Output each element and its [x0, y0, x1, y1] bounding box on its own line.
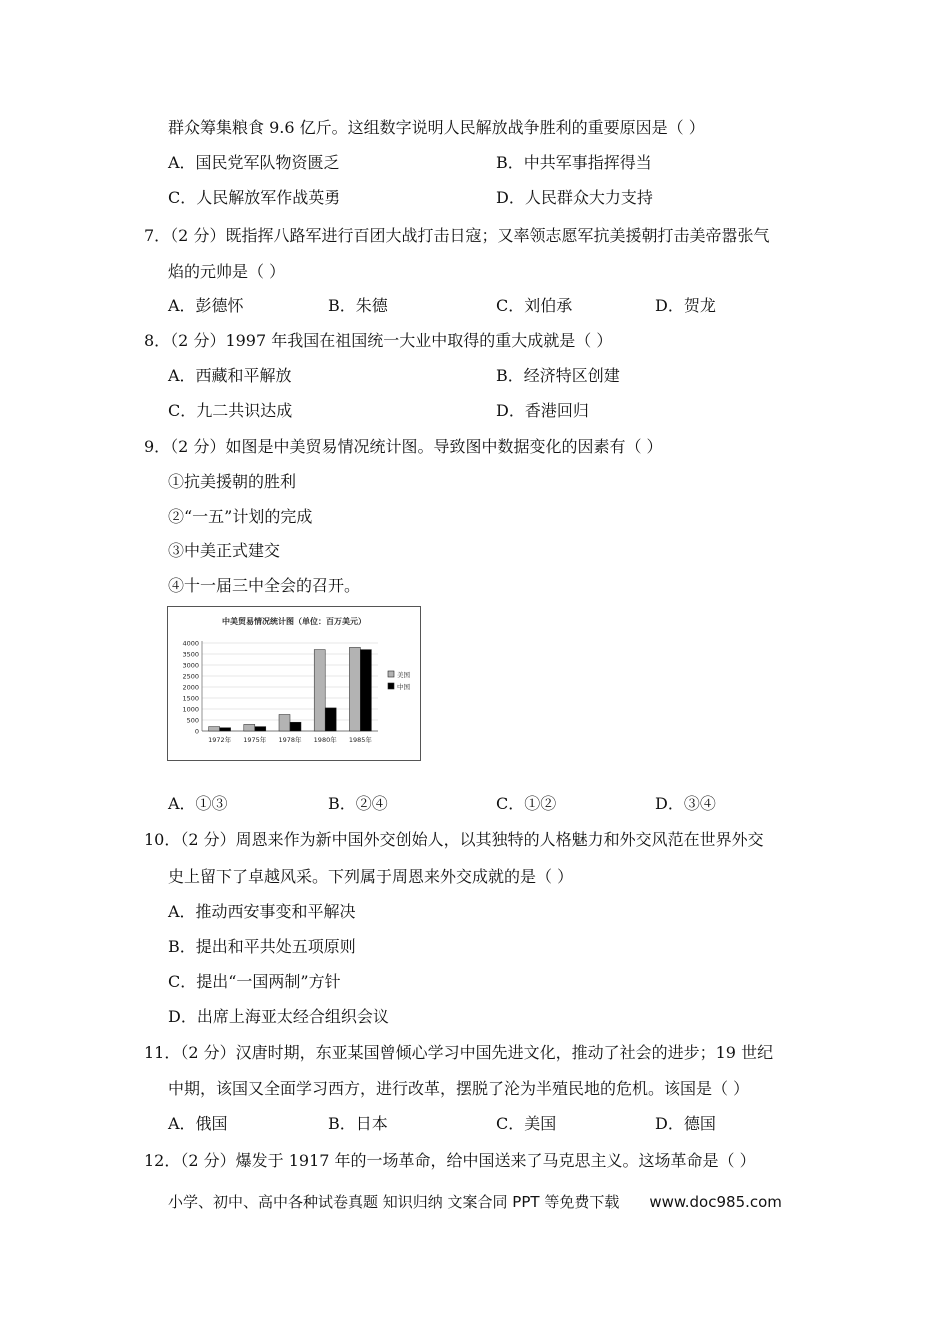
chart-legend — [388, 670, 411, 691]
bar-usa — [279, 715, 290, 732]
x-tick-label: 1972年 — [208, 736, 232, 744]
y-tick-label: 4000 — [182, 639, 199, 648]
q9-stem: 9．（2 分）如图是中美贸易情况统计图。导致图中数据变化的因素有（ ） — [144, 437, 663, 456]
q8-stem: 8．（2 分）1997 年我国在祖国统一大业中取得的重大成就是（ ） — [144, 331, 613, 350]
q9-option-b[interactable]: B．②④ — [328, 794, 388, 813]
q7-option-c[interactable]: C．刘伯承 — [496, 296, 573, 315]
q6-option-a[interactable]: A．国民党军队物资匮乏 — [168, 153, 340, 172]
legend-label: 美国 — [397, 671, 410, 679]
q11-option-b[interactable]: B．日本 — [328, 1114, 388, 1133]
q8-option-c[interactable]: C．九二共识达成 — [168, 401, 293, 420]
q12-stem: 12．（2 分）爆发于 1917 年的一场革命，给中国送来了马克思主义。这场革命是（ ） — [144, 1151, 756, 1170]
bar-usa — [314, 650, 325, 731]
q9-item-2: ②“一五”计划的完成 — [168, 507, 313, 526]
q10-option-c[interactable]: C．提出“一国两制”方针 — [168, 972, 341, 991]
q6-option-d[interactable]: D．人民群众大力支持 — [496, 188, 653, 207]
footer-url[interactable]: www.doc985.com — [649, 1193, 782, 1211]
q7-stem-line1: 7．（2 分）既指挥八路军进行百团大战打击日寇；又率领志愿军抗美援朝打击美帝嚣张气 — [144, 226, 770, 245]
trade-chart — [167, 606, 421, 761]
y-tick-label: 1500 — [182, 694, 199, 703]
y-tick-label: 500 — [186, 716, 199, 725]
y-tick-label: 3500 — [182, 650, 199, 659]
page-footer — [168, 1192, 782, 1212]
q11-option-d[interactable]: D．德国 — [655, 1114, 716, 1133]
chart-bars — [209, 647, 372, 731]
q10-option-b[interactable]: B．提出和平共处五项原则 — [168, 937, 356, 956]
q6-option-c[interactable]: C．人民解放军作战英勇 — [168, 188, 341, 207]
x-tick-label: 1975年 — [243, 736, 267, 744]
legend-label: 中国 — [397, 683, 410, 691]
q8-option-d[interactable]: D．香港回归 — [496, 401, 589, 420]
q7-option-a[interactable]: A．彭德怀 — [168, 296, 244, 315]
legend-swatch — [388, 671, 394, 677]
q9-item-1: ①抗美援朝的胜利 — [168, 472, 297, 491]
y-tick-label: 2000 — [182, 683, 199, 692]
y-tick-label: 2500 — [182, 672, 199, 681]
q11-stem-line2: 中期，该国又全面学习西方，进行改革，摆脱了沦为半殖民地的危机。该国是（ ） — [168, 1079, 750, 1098]
q11-option-a[interactable]: A．俄国 — [168, 1114, 228, 1133]
q9-option-c[interactable]: C．①② — [496, 794, 557, 813]
trade-chart-svg — [168, 607, 420, 760]
bar-china — [360, 650, 371, 731]
q6-option-b[interactable]: B．中共军事指挥得当 — [496, 153, 652, 172]
q10-stem-line1: 10．（2 分）周恩来作为新中国外交创始人，以其独特的人格魅力和外交风范在世界外交 — [144, 830, 764, 849]
q10-option-a[interactable]: A．推动西安事变和平解决 — [168, 902, 356, 921]
q9-option-d[interactable]: D．③④ — [655, 794, 716, 813]
q6-stem-continued: 群众筹集粮食 9.6 亿斤。这组数字说明人民解放战争胜利的重要原因是（ ） — [168, 118, 705, 137]
chart-title: 中美贸易情况统计图（单位：百万美元） — [222, 617, 366, 626]
footer-text: 小学、初中、高中各种试卷真题 知识归纳 文案合同 PPT 等免费下载 — [168, 1193, 620, 1211]
bar-china — [290, 722, 301, 731]
q7-stem-line2: 焰的元帅是（ ） — [168, 262, 286, 281]
y-tick-label: 1000 — [182, 705, 199, 714]
q11-option-c[interactable]: C．美国 — [496, 1114, 557, 1133]
chart-x-ticks — [208, 735, 372, 744]
y-tick-label: 0 — [194, 727, 199, 736]
x-tick-label: 1978年 — [278, 736, 302, 744]
q8-option-a[interactable]: A．西藏和平解放 — [168, 366, 292, 385]
legend-swatch — [388, 683, 394, 689]
q9-item-3: ③中美正式建交 — [168, 541, 281, 560]
x-tick-label: 1980年 — [313, 736, 337, 744]
chart-y-ticks — [182, 640, 199, 736]
bar-usa — [209, 727, 220, 731]
bar-usa — [244, 724, 255, 731]
bar-china — [325, 708, 336, 731]
q11-stem-line1: 11．（2 分）汉唐时期，东亚某国曾倾心学习中国先进文化，推动了社会的进步；19 世纪 — [144, 1043, 774, 1062]
bar-usa — [349, 647, 360, 731]
q9-item-4: ④十一届三中全会的召开。 — [168, 576, 361, 595]
bar-china — [255, 727, 266, 731]
q10-stem-line2: 史上留下了卓越风采。下列属于周恩来外交成就的是（ ） — [168, 867, 574, 886]
bar-china — [220, 728, 231, 731]
q7-option-d[interactable]: D．贺龙 — [655, 296, 716, 315]
q8-option-b[interactable]: B．经济特区创建 — [496, 366, 620, 385]
q10-option-d[interactable]: D．出席上海亚太经合组织会议 — [168, 1007, 389, 1026]
q7-option-b[interactable]: B．朱德 — [328, 296, 388, 315]
y-tick-label: 3000 — [182, 661, 199, 670]
q9-option-a[interactable]: A．①③ — [168, 794, 228, 813]
x-tick-label: 1985年 — [348, 736, 372, 744]
